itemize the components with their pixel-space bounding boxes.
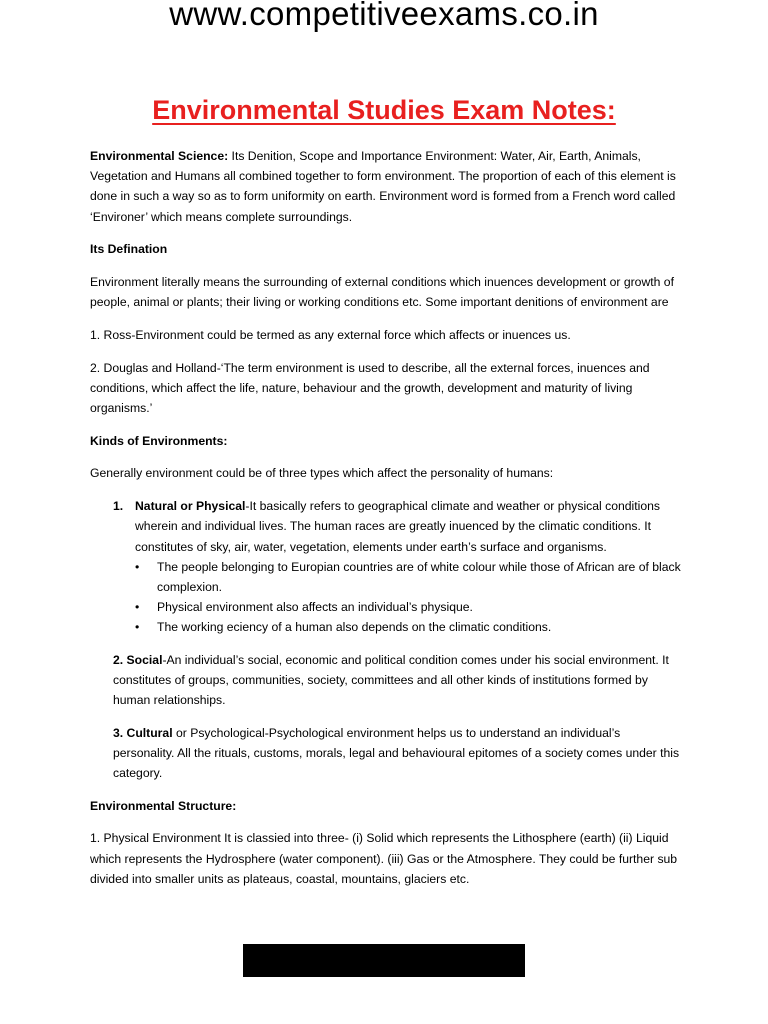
footer-redaction-bar — [243, 944, 525, 977]
list-item: • Physical environment also affects an individual’s physique. — [135, 597, 684, 617]
bullet-icon: • — [135, 620, 140, 635]
kind-label: Natural or Physical — [135, 499, 246, 514]
intro-text: Its Denition, Scope and Importance Environment: Water, Air, Earth, Animals, Vegetation and Humans all combined together to form environment. The proportion of each of this element is done in such a way so as to form uniformity on earth. Environment word is formed from a French word called ‘Environer’ which means complete surroundings. — [90, 149, 676, 224]
kinds-heading: Kinds of Environments: — [90, 433, 228, 448]
structure-heading: Environmental Structure: — [90, 798, 237, 813]
bullet-icon: • — [135, 600, 140, 615]
kind-text: -An individual’s social, economic and political condition comes under his social environment. It constitutes of groups, communities, society, committees and all other kinds of institutions formed by human relationships. — [113, 652, 669, 707]
kinds-intro: Generally environment could be of three types which affect the personality of humans: — [90, 466, 554, 481]
definition-paragraph: Environment literally means the surrounding of external conditions which inuences development or growth of people, animal or plants; their living or working conditions etc. Some important denitions of environment are — [90, 275, 674, 310]
kind-number: 1. — [113, 499, 124, 514]
document-content — [90, 146, 684, 902]
definition-douglas-holland: 2. Douglas and Holland-‘The term environment is used to describe, all the external forces, inuences and conditions, which affect the life, nature, behaviour and the growth, development and maturity of living organisms.’ — [90, 360, 650, 416]
kind-cultural — [113, 723, 684, 784]
kind-bullet-list — [135, 557, 684, 638]
kind-social — [113, 650, 684, 711]
kind-text: -It basically refers to geographical climate and weather or physical conditions wherein and individual lives. The human races are greatly inuenced by the climatic conditions. It constitutes of sky, air, water, vegetation, elements under earth’s surface and organisms. — [135, 499, 661, 554]
structure-paragraph: 1. Physical Environment It is classied into three- (i) Solid which represents the Lithosphere (earth) (ii) Liquid which represents the Hydrosphere (water component). (iii) Gas or the Atmosphere. They could be further sub divided into smaller units as plateaus, coastal, mountains, glaciers etc. — [90, 831, 678, 886]
intro-paragraph — [90, 146, 684, 227]
kind-text: or Psychological-Psychological environment helps us to understand an individual’s personality. All the rituals, customs, morals, legal and behavioural epitomes of a society comes under this category. — [113, 725, 680, 781]
definition-ross: 1. Ross-Environment could be termed as any external force which affects or inuences us. — [90, 327, 571, 342]
list-item: • The people belonging to Europian countries are of white colour while those of African are of black complexion. — [135, 557, 684, 597]
definition-heading: Its Defination — [90, 242, 168, 257]
bullet-icon: • — [135, 559, 140, 574]
kind-label: 3. Cultural — [113, 725, 173, 740]
intro-label: Environmental Science: — [90, 149, 229, 163]
list-item: • The working eciency of a human also depends on the climatic conditions. — [135, 617, 684, 637]
kind-label: 2. Social — [113, 652, 163, 667]
kind-natural-physical — [90, 496, 684, 637]
document-title: Environmental Studies Exam Notes: — [152, 95, 616, 125]
kinds-list — [90, 496, 684, 637]
site-header: www.competitiveexams.co.in — [169, 0, 599, 32]
